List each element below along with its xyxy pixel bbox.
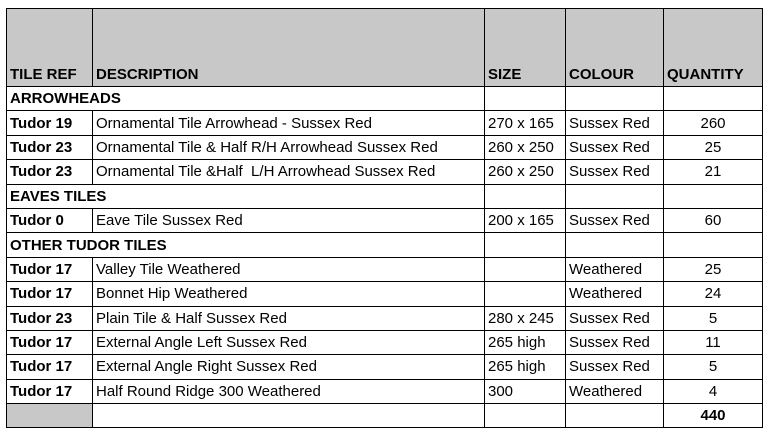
colour-cell: Sussex Red [566, 160, 664, 184]
size-cell: 265 high [485, 355, 566, 379]
total-row [7, 404, 763, 428]
table-row [7, 135, 763, 159]
tile-ref-cell: Tudor 17 [7, 257, 93, 281]
description-cell: External Angle Right Sussex Red [93, 355, 485, 379]
tile-ref-cell: Tudor 23 [7, 135, 93, 159]
header-description: DESCRIPTION [93, 9, 485, 87]
quantity-cell: 11 [664, 330, 763, 354]
colour-cell: Sussex Red [566, 330, 664, 354]
tile-ref-cell: Tudor 17 [7, 330, 93, 354]
header-quantity: QUANTITY [664, 9, 763, 87]
tile-ref-cell: Tudor 23 [7, 160, 93, 184]
colour-cell: Sussex Red [566, 208, 664, 232]
total-empty-cell [7, 404, 93, 428]
size-cell: 280 x 245 [485, 306, 566, 330]
table-row [7, 306, 763, 330]
section-title: ARROWHEADS [7, 87, 485, 111]
section-title: EAVES TILES [7, 184, 485, 208]
quantity-cell: 4 [664, 379, 763, 403]
section-title: OTHER TUDOR TILES [7, 233, 485, 257]
colour-cell: Sussex Red [566, 111, 664, 135]
description-cell: External Angle Left Sussex Red [93, 330, 485, 354]
table-row [7, 111, 763, 135]
table-row [7, 379, 763, 403]
size-cell: 265 high [485, 330, 566, 354]
table-row [7, 257, 763, 281]
quantity-cell: 5 [664, 355, 763, 379]
quantity-cell: 24 [664, 282, 763, 306]
description-cell: Bonnet Hip Weathered [93, 282, 485, 306]
size-cell: 200 x 165 [485, 208, 566, 232]
table-row [7, 282, 763, 306]
description-cell: Ornamental Tile Arrowhead - Sussex Red [93, 111, 485, 135]
header-tile-ref: TILE REF [7, 9, 93, 87]
tile-ref-cell: Tudor 17 [7, 355, 93, 379]
description-cell: Ornamental Tile & Half R/H Arrowhead Sussex Red [93, 135, 485, 159]
description-cell: Plain Tile & Half Sussex Red [93, 306, 485, 330]
header-row [7, 9, 763, 87]
colour-cell: Weathered [566, 257, 664, 281]
section-row-other-tudor-tiles [7, 233, 763, 257]
size-cell [485, 257, 566, 281]
tile-ref-cell: Tudor 23 [7, 306, 93, 330]
section-row-arrowheads [7, 87, 763, 111]
section-row-eaves-tiles [7, 184, 763, 208]
tile-ref-cell: Tudor 19 [7, 111, 93, 135]
table-row [7, 355, 763, 379]
colour-cell: Weathered [566, 282, 664, 306]
header-size: SIZE [485, 9, 566, 87]
table-row [7, 160, 763, 184]
total-quantity: 440 [664, 404, 763, 428]
size-cell: 260 x 250 [485, 135, 566, 159]
colour-cell: Weathered [566, 379, 664, 403]
tile-order-table [6, 8, 763, 428]
quantity-cell: 5 [664, 306, 763, 330]
tile-ref-cell: Tudor 17 [7, 379, 93, 403]
colour-cell: Sussex Red [566, 355, 664, 379]
quantity-cell: 260 [664, 111, 763, 135]
description-cell: Half Round Ridge 300 Weathered [93, 379, 485, 403]
quantity-cell: 25 [664, 135, 763, 159]
tile-ref-cell: Tudor 0 [7, 208, 93, 232]
quantity-cell: 25 [664, 257, 763, 281]
description-cell: Valley Tile Weathered [93, 257, 485, 281]
size-cell: 260 x 250 [485, 160, 566, 184]
size-cell [485, 282, 566, 306]
colour-cell: Sussex Red [566, 306, 664, 330]
description-cell: Eave Tile Sussex Red [93, 208, 485, 232]
quantity-cell: 21 [664, 160, 763, 184]
table-row [7, 208, 763, 232]
table-row [7, 330, 763, 354]
size-cell: 270 x 165 [485, 111, 566, 135]
description-cell: Ornamental Tile &Half L/H Arrowhead Sussex Red [93, 160, 485, 184]
size-cell: 300 [485, 379, 566, 403]
colour-cell: Sussex Red [566, 135, 664, 159]
quantity-cell: 60 [664, 208, 763, 232]
tile-ref-cell: Tudor 17 [7, 282, 93, 306]
header-colour: COLOUR [566, 9, 664, 87]
